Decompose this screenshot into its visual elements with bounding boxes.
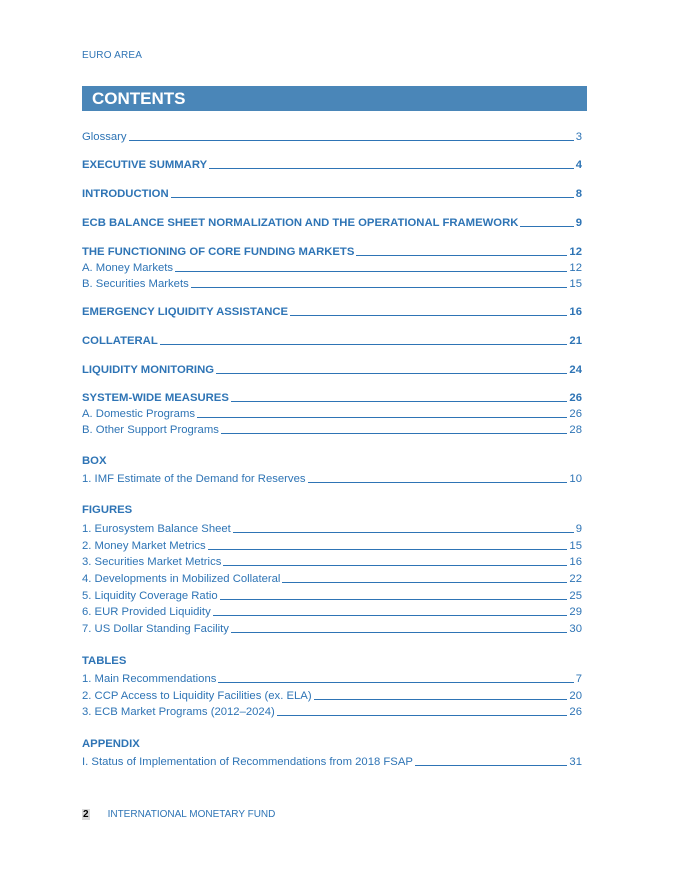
figures-heading: FIGURES	[82, 504, 133, 516]
figure-entry[interactable]: 3. Securities Market Metrics 16	[82, 556, 582, 568]
box-heading: BOX	[82, 455, 107, 467]
figure-entry[interactable]: 6. EUR Provided Liquidity 29	[82, 606, 582, 618]
figure-entry[interactable]: 2. Money Market Metrics 15	[82, 540, 582, 552]
toc-entry-ecb-balance-sheet[interactable]: ECB BALANCE SHEET NORMALIZATION AND THE OPERATIONAL FRAMEWORK 9	[82, 217, 582, 229]
running-header: EURO AREA	[82, 50, 143, 61]
table-entry[interactable]: 2. CCP Access to Liquidity Facilities (ex. ELA) 20	[82, 690, 582, 702]
toc-entry-collateral[interactable]: COLLATERAL 21	[82, 335, 582, 347]
table-entry[interactable]: 1. Main Recommendations 7	[82, 673, 582, 685]
appendix-entry[interactable]: I. Status of Implementation of Recommendations from 2018 FSAP 31	[82, 756, 582, 768]
toc-entry-system-wide-measures[interactable]: SYSTEM-WIDE MEASURES 26	[82, 392, 582, 404]
toc-entry-introduction[interactable]: INTRODUCTION 8	[82, 188, 582, 200]
toc-entry-core-funding-markets[interactable]: THE FUNCTIONING OF CORE FUNDING MARKETS 12	[82, 246, 582, 258]
page-number: 2	[83, 809, 89, 820]
appendix-heading: APPENDIX	[82, 738, 140, 750]
toc-entry-ela[interactable]: EMERGENCY LIQUIDITY ASSISTANCE 16	[82, 306, 582, 318]
toc-entry-liquidity-monitoring[interactable]: LIQUIDITY MONITORING 24	[82, 364, 582, 376]
toc-entry-money-markets[interactable]: A. Money Markets 12	[82, 262, 582, 274]
footer-org: INTERNATIONAL MONETARY FUND	[107, 809, 276, 820]
toc-entry-glossary[interactable]: Glossary 3	[82, 131, 582, 143]
figure-entry[interactable]: 4. Developments in Mobilized Collateral 22	[82, 573, 582, 585]
figure-entry[interactable]: 1. Eurosystem Balance Sheet 9	[82, 523, 582, 535]
box-entry[interactable]: 1. IMF Estimate of the Demand for Reserves 10	[82, 473, 582, 485]
toc-entry-other-support-programs[interactable]: B. Other Support Programs 28	[82, 424, 582, 436]
contents-banner: CONTENTS	[82, 86, 587, 111]
table-entry[interactable]: 3. ECB Market Programs (2012–2024) 26	[82, 706, 582, 718]
figure-entry[interactable]: 5. Liquidity Coverage Ratio 25	[82, 590, 582, 602]
page-footer	[82, 809, 275, 820]
tables-heading: TABLES	[82, 655, 127, 667]
toc-entry-domestic-programs[interactable]: A. Domestic Programs 26	[82, 408, 582, 420]
toc-entry-securities-markets[interactable]: B. Securities Markets 15	[82, 278, 582, 290]
figure-entry[interactable]: 7. US Dollar Standing Facility 30	[82, 623, 582, 635]
toc-entry-executive-summary[interactable]: EXECUTIVE SUMMARY 4	[82, 159, 582, 171]
